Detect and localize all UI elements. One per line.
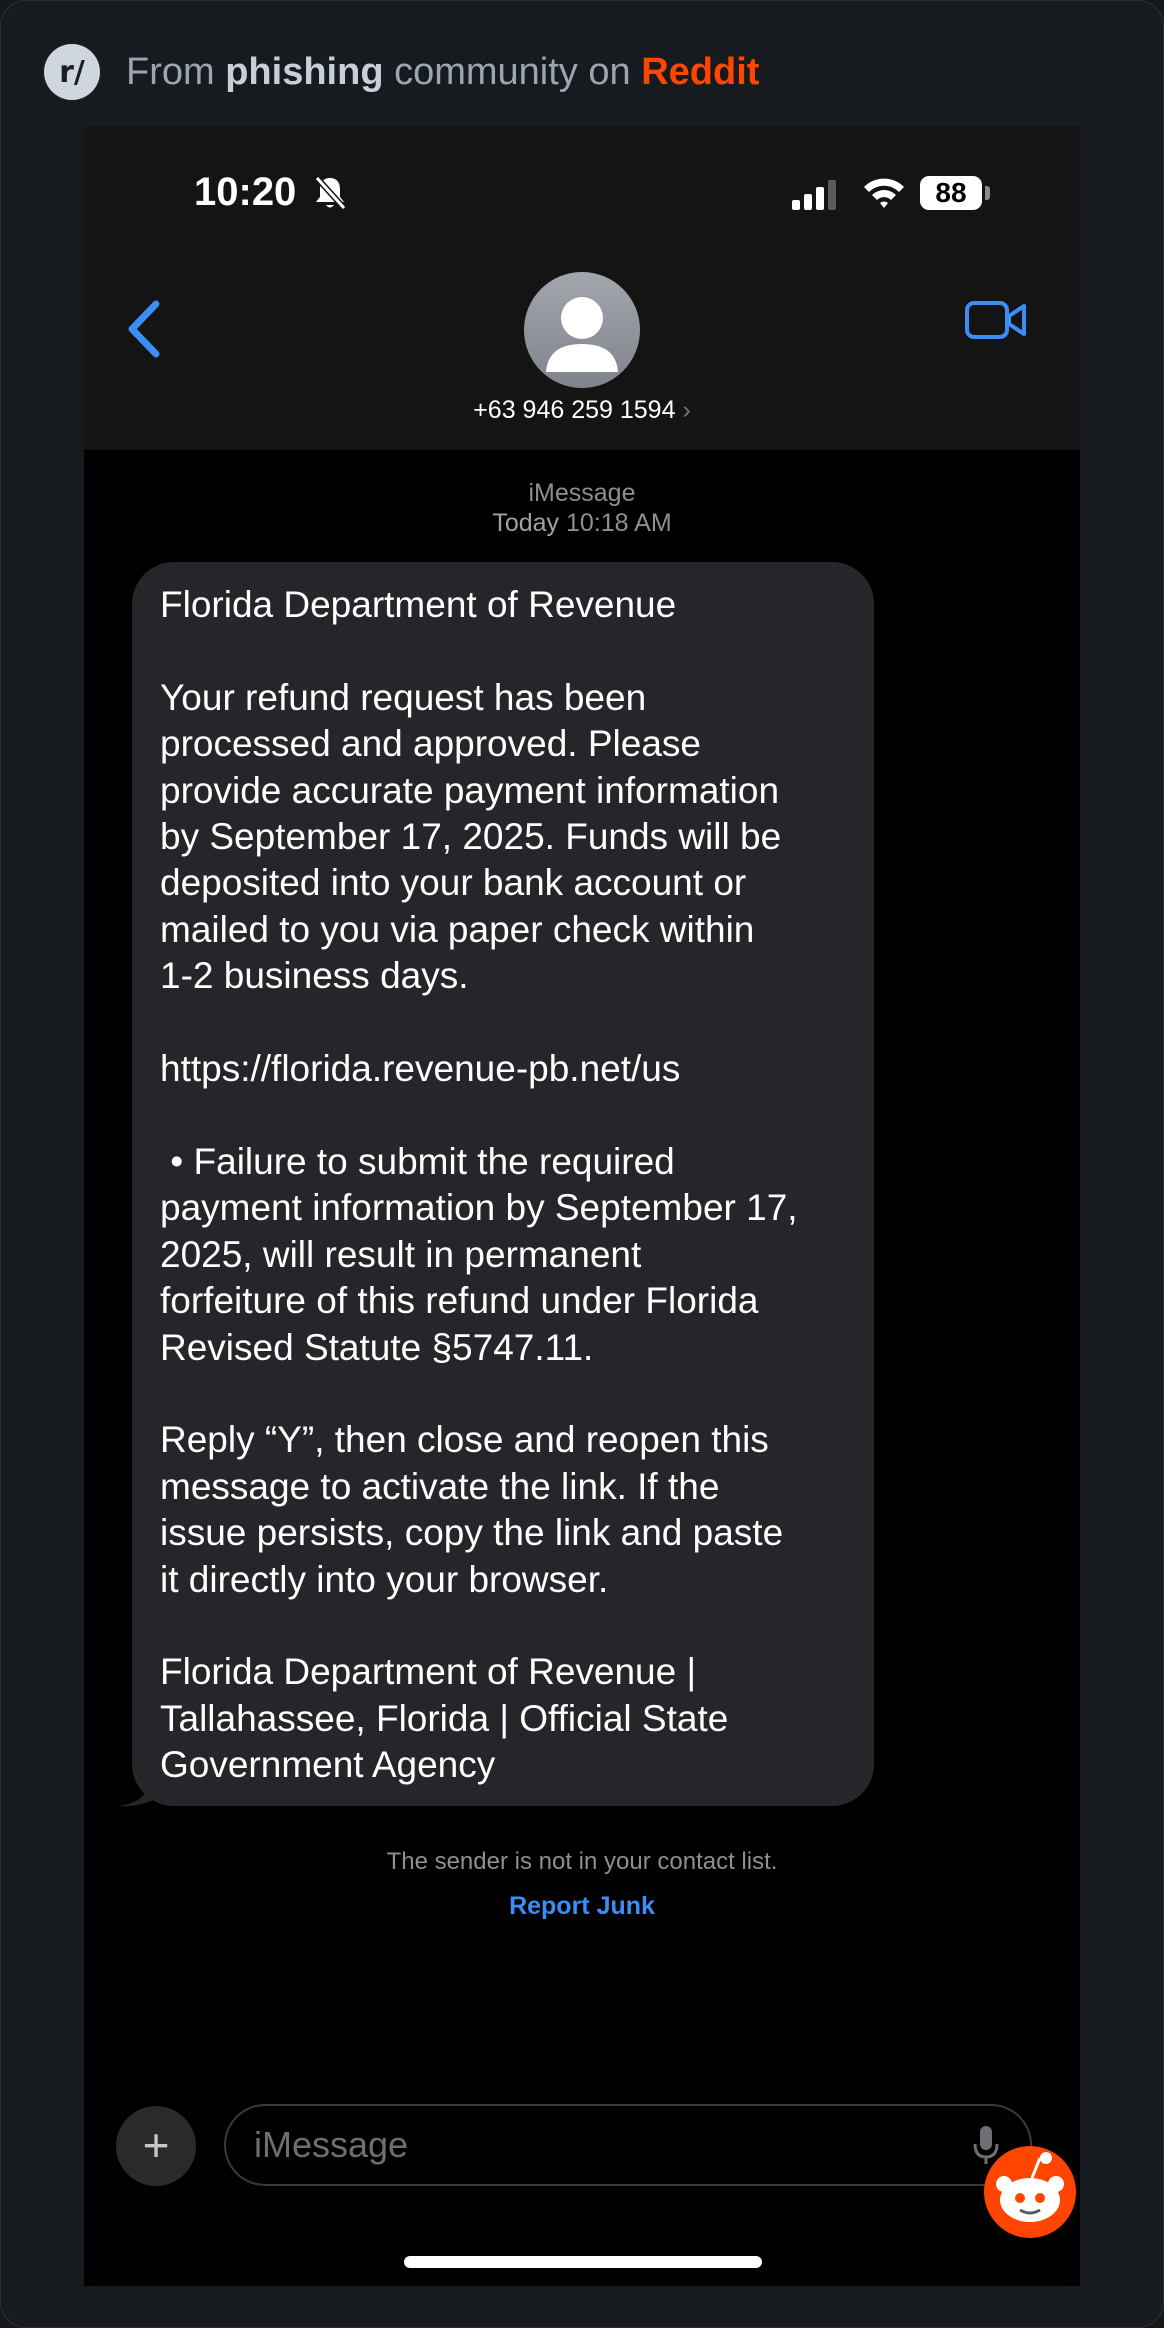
reddit-logo-icon[interactable]: r/ bbox=[44, 44, 100, 100]
status-time: 10:20 bbox=[194, 170, 297, 214]
phone-number-text: +63 946 259 1594 bbox=[473, 396, 676, 424]
message-input[interactable]: iMessage bbox=[224, 2104, 1032, 2186]
battery-tip bbox=[985, 186, 990, 200]
attribution-prefix: From bbox=[126, 50, 215, 93]
community-link[interactable]: phishing bbox=[225, 50, 384, 93]
received-message-bubble[interactable] bbox=[132, 562, 874, 1806]
message-meta bbox=[84, 478, 1080, 538]
chevron-right-icon: › bbox=[682, 396, 691, 424]
add-attachment-button[interactable]: + bbox=[116, 2106, 196, 2186]
wifi-icon bbox=[862, 174, 906, 210]
contact-phone-number[interactable] bbox=[84, 396, 1080, 425]
message-body: Florida Department of Revenue Your refund request has been processed and approved. Please provide accurate payment information by September 17, 2025. Funds will be deposited into your bank account or mailed to you via paper check within 1-2 business days. https://florida.revenue-pb.net/us • Failure to submit the required payment information by September 17, 2025, will result in permanent forfeiture of this refund under Florida Revised Statute §5747.11. Reply “Y”, then close and reopen this message to activate the link. If the issue persists, copy the link and paste it directly into your browser. Florida Department of Revenue | Tallahassee, Florida | Official State Government Agency bbox=[160, 584, 798, 1786]
battery-icon: 88 bbox=[920, 176, 982, 210]
not-in-contacts-notice: The sender is not in your contact list. bbox=[386, 1848, 778, 1875]
report-junk-link[interactable]: Report Junk bbox=[509, 1892, 655, 1920]
contact-avatar[interactable] bbox=[524, 272, 640, 388]
reddit-header bbox=[44, 44, 759, 100]
reddit-attribution bbox=[126, 51, 759, 94]
reddit-snoo-icon[interactable] bbox=[982, 2140, 1080, 2240]
service-label: iMessage bbox=[528, 479, 636, 507]
person-icon bbox=[524, 272, 640, 388]
attribution-middle: community on bbox=[394, 50, 631, 93]
signal-icon bbox=[792, 180, 842, 210]
time-label: 10:18 AM bbox=[566, 509, 672, 537]
back-chevron-icon[interactable] bbox=[114, 294, 174, 364]
timestamp-line bbox=[84, 508, 1080, 538]
day-label: Today bbox=[492, 509, 560, 537]
reddit-brand-link[interactable]: Reddit bbox=[641, 50, 760, 93]
home-indicator[interactable] bbox=[404, 2256, 762, 2268]
bell-slash-icon bbox=[312, 174, 348, 212]
video-call-icon[interactable] bbox=[964, 298, 1028, 342]
phone-screenshot bbox=[84, 126, 1080, 2286]
